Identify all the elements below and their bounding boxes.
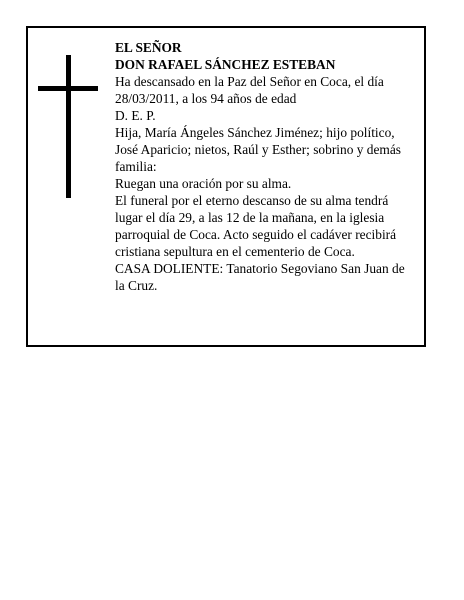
latin-cross-icon [38, 55, 98, 198]
notice-paragraph-death: Ha descansado en la Paz del Señor en Coca, el día 28/03/2011, a los 94 años de edad [115, 74, 384, 106]
notice-paragraph-funeral: El funeral por el eterno descanso de su alma tendrá lugar el día 29, a las 12 de la mañana, en la iglesia parroquial de Coca. Acto seguido el cadáver recibirá cristiana sepultura en el cementerio de Coca. [115, 193, 397, 259]
cross-vertical-bar [66, 55, 71, 198]
notice-paragraph-prayer: Ruegan una oración por su alma. [115, 176, 292, 191]
obituary-notice [26, 26, 426, 347]
notice-paragraph-mourning-house: CASA DOLIENTE: Tanatorio Segoviano San Juan de la Cruz. [115, 261, 405, 293]
notice-paragraph-family: Hija, María Ángeles Sánchez Jiménez; hijo político, José Aparicio; nietos, Raúl y Esther; sobrino y demás familia: [115, 125, 401, 174]
cross-horizontal-bar [38, 86, 98, 91]
notice-heading-title: EL SEÑOR [115, 40, 182, 55]
notice-paragraph-rip: D. E. P. [115, 108, 156, 123]
notice-heading-name: DON RAFAEL SÁNCHEZ ESTEBAN [115, 57, 336, 72]
notice-text [115, 39, 417, 294]
